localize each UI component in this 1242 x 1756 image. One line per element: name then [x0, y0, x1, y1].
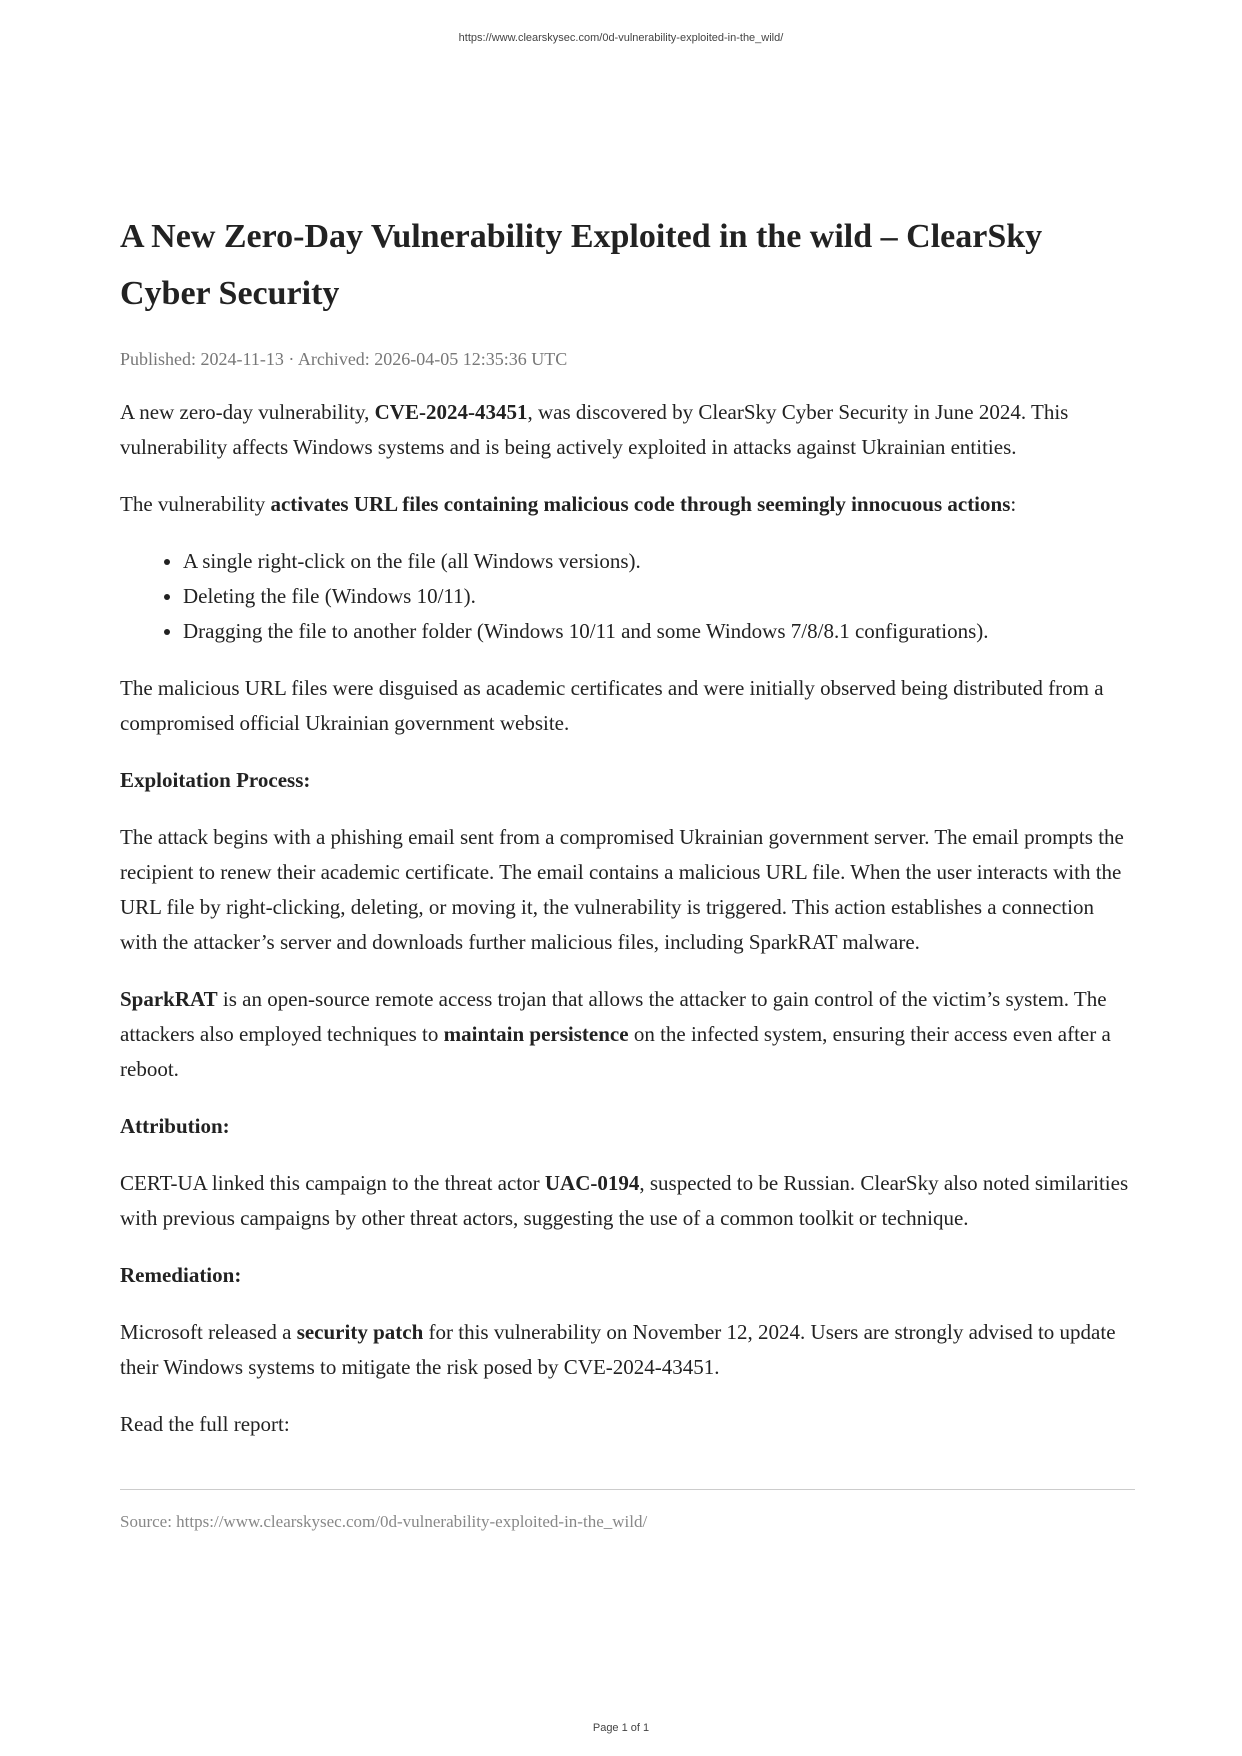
emphasis: UAC-0194 [544, 1171, 640, 1195]
list-item: • A single right-click on the file (all Windows versions). [183, 544, 1135, 579]
paragraph-exploitation: The attack begins with a phishing email sent from a compromised Ukrainian government server. The email prompts the recipient to renew their academic certificate. The email contains a malicious URL file. When the user interacts with the URL file by right-clicking, deleting, or moving it, the vulnerability is triggered. This action establishes a connection with the attacker’s server and downloads further malicious files, including SparkRAT malware. [120, 825, 1124, 954]
emphasis: activates URL files containing malicious code through seemingly innocuous actions [270, 492, 1011, 516]
paragraph-disguise: The malicious URL files were disguised as academic certificates and were initially observed being distributed from a compromised official Ukrainian government website. [120, 676, 1104, 735]
text: A new zero-day vulnerability, [120, 400, 375, 424]
text: The vulnerability [120, 492, 271, 516]
emphasis: SparkRAT [120, 987, 218, 1011]
text: , was discovered by ClearSky Cyber Security in June 2024. This vulnerability affects Windows systems and is being actively exploited in attacks against Ukrainian entities. [120, 400, 1069, 459]
text: on the infected system, ensuring their access even after a reboot. [120, 1022, 1111, 1081]
source-line: Source: https://www.clearskysec.com/0d-vulnerability-exploited-in-the_wild/ [120, 1512, 648, 1531]
paragraph-read-report: Read the full report: [120, 1412, 290, 1436]
text: is an open-source remote access trojan that allows the attacker to gain control of the victim’s system. The attackers also employed techniques to [120, 987, 1107, 1046]
paragraph-intro [120, 395, 1135, 465]
trigger-actions-list [120, 544, 1135, 649]
text: for this vulnerability on November 12, 2024. Users are strongly advised to update their Windows systems to mitigate the risk posed by CVE-2024-43451. [120, 1320, 1116, 1379]
cve-id: CVE-2024-43451 [374, 400, 528, 424]
article-title: A New Zero-Day Vulnerability Exploited in the wild – ClearSky Cyber Security [120, 218, 1043, 312]
emphasis: security patch [296, 1320, 424, 1344]
text: , suspected to be Russian. ClearSky also noted similarities with previous campaigns by other threat actors, suggesting the use of a common toolkit or technique. [120, 1171, 1129, 1230]
heading-attribution: Attribution: [120, 1114, 230, 1138]
text: CERT-UA linked this campaign to the threat actor [120, 1171, 545, 1195]
page-url-header: https://www.clearskysec.com/0d-vulnerability-exploited-in-the_wild/ [458, 32, 784, 44]
heading-remediation: Remediation: [120, 1263, 242, 1287]
article [120, 208, 1135, 1534]
text: Microsoft released a [120, 1320, 297, 1344]
emphasis: maintain persistence [443, 1022, 629, 1046]
divider [120, 1489, 1135, 1490]
paragraph-vulnerability [120, 487, 1135, 522]
list-item: • Dragging the file to another folder (Windows 10/11 and some Windows 7/8/8.1 configurations). [183, 614, 1135, 649]
page-number: Page 1 of 1 [592, 1722, 650, 1734]
paragraph-attribution [120, 1166, 1135, 1236]
list-item: • Deleting the file (Windows 10/11). [183, 579, 1135, 614]
text: : [1010, 492, 1017, 516]
paragraph-sparkrat [120, 982, 1135, 1087]
heading-exploitation: Exploitation Process: [120, 768, 311, 792]
publish-meta: Published: 2024-11-13 · Archived: 2026-04-05 12:35:36 UTC [120, 349, 568, 369]
paragraph-remediation [120, 1315, 1135, 1385]
